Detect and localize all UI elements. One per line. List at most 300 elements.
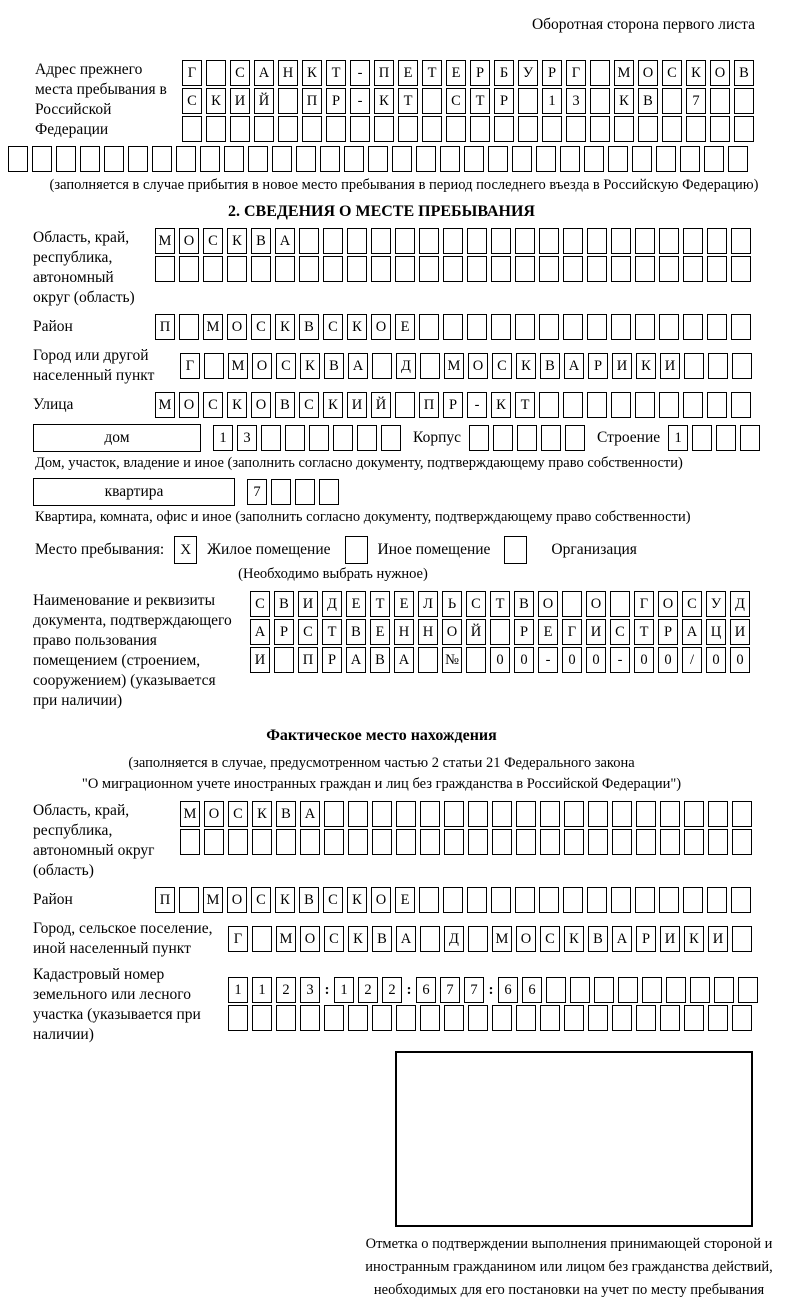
char-cell[interactable]: С <box>251 314 271 340</box>
char-cell[interactable] <box>422 88 442 114</box>
char-cell[interactable] <box>374 116 394 142</box>
char-cell[interactable] <box>707 314 727 340</box>
char-cell[interactable]: 1 <box>228 977 248 1003</box>
char-cell[interactable] <box>515 887 535 913</box>
char-cell[interactable] <box>635 392 655 418</box>
char-cell[interactable]: С <box>228 801 248 827</box>
char-cell[interactable]: Р <box>658 619 678 645</box>
char-cell[interactable] <box>248 146 268 172</box>
char-cell[interactable]: Е <box>370 619 390 645</box>
char-cell[interactable] <box>731 392 751 418</box>
char-cell[interactable] <box>734 88 754 114</box>
char-cell[interactable] <box>419 256 439 282</box>
char-cell[interactable] <box>32 146 52 172</box>
char-cell[interactable] <box>276 1005 296 1031</box>
char-cell[interactable] <box>692 425 712 451</box>
char-cell[interactable]: К <box>227 228 247 254</box>
char-cell[interactable] <box>635 228 655 254</box>
char-cell[interactable]: И <box>660 353 680 379</box>
char-cell[interactable] <box>562 591 582 617</box>
char-cell[interactable]: А <box>396 926 416 952</box>
char-cell[interactable] <box>252 829 272 855</box>
char-cell[interactable]: В <box>299 314 319 340</box>
char-cell[interactable] <box>734 116 754 142</box>
char-cell[interactable] <box>740 425 760 451</box>
char-cell[interactable] <box>707 392 727 418</box>
char-cell[interactable] <box>488 146 508 172</box>
char-cell[interactable] <box>443 228 463 254</box>
char-cell[interactable]: А <box>564 353 584 379</box>
char-cell[interactable]: 2 <box>276 977 296 1003</box>
char-cell[interactable]: К <box>636 353 656 379</box>
char-cell[interactable] <box>642 977 662 1003</box>
char-cell[interactable]: 0 <box>658 647 678 673</box>
char-cell[interactable] <box>512 146 532 172</box>
char-cell[interactable]: Т <box>326 60 346 86</box>
char-cell[interactable] <box>610 591 630 617</box>
char-cell[interactable] <box>590 60 610 86</box>
char-cell[interactable] <box>372 801 392 827</box>
char-cell[interactable] <box>396 1005 416 1031</box>
char-cell[interactable]: А <box>612 926 632 952</box>
char-cell[interactable] <box>659 887 679 913</box>
char-cell[interactable]: М <box>276 926 296 952</box>
char-cell[interactable]: С <box>203 228 223 254</box>
char-cell[interactable]: С <box>251 887 271 913</box>
char-cell[interactable]: В <box>324 353 344 379</box>
char-cell[interactable]: С <box>298 619 318 645</box>
char-cell[interactable]: А <box>346 647 366 673</box>
char-cell[interactable] <box>683 314 703 340</box>
char-cell[interactable]: - <box>467 392 487 418</box>
char-cell[interactable] <box>254 116 274 142</box>
char-cell[interactable] <box>707 256 727 282</box>
char-cell[interactable]: 7 <box>247 479 267 505</box>
char-cell[interactable] <box>516 801 536 827</box>
char-cell[interactable] <box>707 228 727 254</box>
char-cell[interactable]: Р <box>542 60 562 86</box>
char-cell[interactable] <box>683 228 703 254</box>
char-cell[interactable] <box>660 801 680 827</box>
char-cell[interactable] <box>492 829 512 855</box>
char-cell[interactable] <box>564 801 584 827</box>
char-cell[interactable] <box>636 829 656 855</box>
char-cell[interactable] <box>200 146 220 172</box>
char-cell[interactable]: К <box>564 926 584 952</box>
char-cell[interactable] <box>590 116 610 142</box>
char-cell[interactable] <box>517 425 537 451</box>
char-cell[interactable] <box>666 977 686 1003</box>
char-cell[interactable] <box>252 926 272 952</box>
char-cell[interactable] <box>418 647 438 673</box>
char-cell[interactable]: Е <box>446 60 466 86</box>
char-cell[interactable]: С <box>662 60 682 86</box>
char-cell[interactable] <box>588 829 608 855</box>
char-cell[interactable] <box>467 256 487 282</box>
char-cell[interactable]: Р <box>470 60 490 86</box>
char-cell[interactable] <box>419 228 439 254</box>
char-cell[interactable]: 6 <box>498 977 518 1003</box>
char-cell[interactable] <box>632 146 652 172</box>
char-cell[interactable] <box>398 116 418 142</box>
char-cell[interactable]: / <box>682 647 702 673</box>
char-cell[interactable]: О <box>252 353 272 379</box>
char-cell[interactable] <box>468 1005 488 1031</box>
char-cell[interactable] <box>180 829 200 855</box>
char-cell[interactable] <box>302 116 322 142</box>
char-cell[interactable]: 0 <box>562 647 582 673</box>
char-cell[interactable] <box>635 887 655 913</box>
char-cell[interactable]: П <box>298 647 318 673</box>
checkbox-residential[interactable]: X <box>174 536 197 564</box>
char-cell[interactable]: И <box>730 619 750 645</box>
char-cell[interactable] <box>440 146 460 172</box>
char-cell[interactable] <box>296 146 316 172</box>
char-cell[interactable] <box>416 146 436 172</box>
char-cell[interactable] <box>261 425 281 451</box>
char-cell[interactable] <box>80 146 100 172</box>
char-cell[interactable]: И <box>298 591 318 617</box>
char-cell[interactable]: А <box>348 353 368 379</box>
char-cell[interactable] <box>204 829 224 855</box>
char-cell[interactable]: Е <box>394 591 414 617</box>
char-cell[interactable] <box>563 314 583 340</box>
char-cell[interactable]: Т <box>515 392 535 418</box>
char-cell[interactable] <box>684 829 704 855</box>
char-cell[interactable]: Н <box>278 60 298 86</box>
char-cell[interactable] <box>659 256 679 282</box>
char-cell[interactable]: М <box>180 801 200 827</box>
char-cell[interactable] <box>490 619 510 645</box>
char-cell[interactable] <box>176 146 196 172</box>
char-cell[interactable] <box>228 829 248 855</box>
char-cell[interactable] <box>563 887 583 913</box>
char-cell[interactable] <box>494 116 514 142</box>
char-cell[interactable]: И <box>612 353 632 379</box>
char-cell[interactable]: С <box>323 314 343 340</box>
char-cell[interactable] <box>618 977 638 1003</box>
char-cell[interactable]: С <box>203 392 223 418</box>
char-cell[interactable] <box>204 353 224 379</box>
char-cell[interactable]: О <box>586 591 606 617</box>
char-cell[interactable] <box>636 1005 656 1031</box>
char-cell[interactable] <box>587 392 607 418</box>
char-cell[interactable] <box>539 392 559 418</box>
char-cell[interactable] <box>732 353 752 379</box>
char-cell[interactable] <box>732 801 752 827</box>
char-cell[interactable]: Б <box>494 60 514 86</box>
char-cell[interactable] <box>295 479 315 505</box>
char-cell[interactable]: М <box>614 60 634 86</box>
char-cell[interactable] <box>564 829 584 855</box>
char-cell[interactable] <box>515 314 535 340</box>
char-cell[interactable] <box>299 256 319 282</box>
char-cell[interactable]: В <box>372 926 392 952</box>
char-cell[interactable] <box>493 425 513 451</box>
char-cell[interactable]: Л <box>418 591 438 617</box>
char-cell[interactable]: Т <box>490 591 510 617</box>
char-cell[interactable]: И <box>230 88 250 114</box>
char-cell[interactable] <box>272 146 292 172</box>
char-cell[interactable]: П <box>155 887 175 913</box>
char-cell[interactable] <box>372 1005 392 1031</box>
char-cell[interactable] <box>515 228 535 254</box>
char-cell[interactable]: И <box>347 392 367 418</box>
char-cell[interactable]: Р <box>494 88 514 114</box>
char-cell[interactable] <box>371 256 391 282</box>
char-cell[interactable] <box>611 228 631 254</box>
char-cell[interactable]: 0 <box>514 647 534 673</box>
char-cell[interactable] <box>563 392 583 418</box>
char-cell[interactable]: 1 <box>334 977 354 1003</box>
char-cell[interactable]: К <box>347 314 367 340</box>
char-cell[interactable]: К <box>323 392 343 418</box>
char-cell[interactable] <box>230 116 250 142</box>
char-cell[interactable] <box>570 977 590 1003</box>
char-cell[interactable] <box>419 314 439 340</box>
char-cell[interactable] <box>203 256 223 282</box>
char-cell[interactable] <box>443 887 463 913</box>
char-cell[interactable] <box>684 1005 704 1031</box>
char-cell[interactable] <box>518 116 538 142</box>
char-cell[interactable]: С <box>466 591 486 617</box>
char-cell[interactable]: О <box>371 887 391 913</box>
char-cell[interactable] <box>491 228 511 254</box>
char-cell[interactable] <box>420 926 440 952</box>
char-cell[interactable] <box>731 256 751 282</box>
char-cell[interactable]: О <box>468 353 488 379</box>
char-cell[interactable] <box>206 60 226 86</box>
char-cell[interactable] <box>662 116 682 142</box>
char-cell[interactable]: М <box>155 392 175 418</box>
char-cell[interactable] <box>608 146 628 172</box>
char-cell[interactable] <box>590 88 610 114</box>
char-cell[interactable]: Т <box>470 88 490 114</box>
char-cell[interactable] <box>684 801 704 827</box>
char-cell[interactable]: 3 <box>566 88 586 114</box>
char-cell[interactable] <box>560 146 580 172</box>
char-cell[interactable]: 1 <box>252 977 272 1003</box>
char-cell[interactable] <box>539 887 559 913</box>
char-cell[interactable] <box>468 829 488 855</box>
char-cell[interactable]: 1 <box>213 425 233 451</box>
char-cell[interactable]: К <box>686 60 706 86</box>
char-cell[interactable] <box>348 829 368 855</box>
char-cell[interactable]: Д <box>444 926 464 952</box>
char-cell[interactable]: - <box>538 647 558 673</box>
char-cell[interactable] <box>347 256 367 282</box>
char-cell[interactable]: С <box>276 353 296 379</box>
char-cell[interactable]: С <box>323 887 343 913</box>
char-cell[interactable]: 2 <box>382 977 402 1003</box>
char-cell[interactable] <box>104 146 124 172</box>
char-cell[interactable] <box>420 801 440 827</box>
char-cell[interactable] <box>564 1005 584 1031</box>
char-cell[interactable] <box>371 228 391 254</box>
char-cell[interactable] <box>635 314 655 340</box>
char-cell[interactable] <box>662 88 682 114</box>
char-cell[interactable]: А <box>394 647 414 673</box>
char-cell[interactable]: К <box>347 887 367 913</box>
char-cell[interactable]: А <box>254 60 274 86</box>
char-cell[interactable]: Е <box>538 619 558 645</box>
char-cell[interactable] <box>420 353 440 379</box>
char-cell[interactable]: Р <box>322 647 342 673</box>
char-cell[interactable]: 2 <box>358 977 378 1003</box>
char-cell[interactable] <box>710 88 730 114</box>
char-cell[interactable] <box>323 256 343 282</box>
char-cell[interactable] <box>466 647 486 673</box>
char-cell[interactable]: О <box>227 887 247 913</box>
char-cell[interactable]: С <box>610 619 630 645</box>
char-cell[interactable] <box>324 1005 344 1031</box>
char-cell[interactable] <box>319 479 339 505</box>
char-cell[interactable] <box>300 1005 320 1031</box>
char-cell[interactable]: В <box>275 392 295 418</box>
char-cell[interactable]: Г <box>634 591 654 617</box>
char-cell[interactable]: М <box>155 228 175 254</box>
char-cell[interactable]: Р <box>588 353 608 379</box>
char-cell[interactable]: В <box>251 228 271 254</box>
char-cell[interactable] <box>731 887 751 913</box>
char-cell[interactable]: М <box>203 314 223 340</box>
char-cell[interactable] <box>565 425 585 451</box>
char-cell[interactable]: В <box>734 60 754 86</box>
char-cell[interactable]: К <box>684 926 704 952</box>
char-cell[interactable]: П <box>302 88 322 114</box>
char-cell[interactable] <box>587 887 607 913</box>
char-cell[interactable] <box>278 116 298 142</box>
char-cell[interactable] <box>587 228 607 254</box>
char-cell[interactable] <box>350 116 370 142</box>
char-cell[interactable]: А <box>275 228 295 254</box>
char-cell[interactable] <box>492 1005 512 1031</box>
char-cell[interactable] <box>333 425 353 451</box>
char-cell[interactable] <box>516 1005 536 1031</box>
char-cell[interactable] <box>541 425 561 451</box>
char-cell[interactable] <box>468 801 488 827</box>
char-cell[interactable] <box>155 256 175 282</box>
char-cell[interactable]: 7 <box>686 88 706 114</box>
char-cell[interactable] <box>656 146 676 172</box>
char-cell[interactable] <box>684 353 704 379</box>
char-cell[interactable] <box>348 1005 368 1031</box>
char-cell[interactable] <box>659 314 679 340</box>
char-cell[interactable] <box>420 829 440 855</box>
char-cell[interactable] <box>56 146 76 172</box>
char-cell[interactable] <box>515 256 535 282</box>
checkbox-organization[interactable] <box>504 536 527 564</box>
char-cell[interactable]: К <box>275 887 295 913</box>
char-cell[interactable] <box>470 116 490 142</box>
char-cell[interactable] <box>690 977 710 1003</box>
char-cell[interactable] <box>659 392 679 418</box>
char-cell[interactable]: 7 <box>464 977 484 1003</box>
char-cell[interactable] <box>563 256 583 282</box>
char-cell[interactable] <box>738 977 758 1003</box>
char-cell[interactable] <box>612 801 632 827</box>
char-cell[interactable]: Ь <box>442 591 462 617</box>
char-cell[interactable] <box>422 116 442 142</box>
char-cell[interactable] <box>540 829 560 855</box>
char-cell[interactable] <box>612 1005 632 1031</box>
char-cell[interactable]: С <box>182 88 202 114</box>
char-cell[interactable]: Г <box>182 60 202 86</box>
char-cell[interactable]: В <box>370 647 390 673</box>
char-cell[interactable]: Й <box>254 88 274 114</box>
char-cell[interactable]: К <box>374 88 394 114</box>
char-cell[interactable]: Р <box>443 392 463 418</box>
char-cell[interactable] <box>206 116 226 142</box>
char-cell[interactable] <box>444 1005 464 1031</box>
char-cell[interactable] <box>372 829 392 855</box>
char-cell[interactable]: О <box>204 801 224 827</box>
char-cell[interactable] <box>396 829 416 855</box>
char-cell[interactable] <box>611 256 631 282</box>
char-cell[interactable]: И <box>586 619 606 645</box>
char-cell[interactable]: 0 <box>586 647 606 673</box>
char-cell[interactable] <box>491 887 511 913</box>
char-cell[interactable] <box>323 228 343 254</box>
char-cell[interactable] <box>492 801 512 827</box>
char-cell[interactable]: О <box>516 926 536 952</box>
char-cell[interactable]: Н <box>394 619 414 645</box>
char-cell[interactable] <box>588 801 608 827</box>
char-cell[interactable] <box>732 829 752 855</box>
char-cell[interactable]: О <box>179 392 199 418</box>
char-cell[interactable]: О <box>251 392 271 418</box>
char-cell[interactable] <box>660 829 680 855</box>
char-cell[interactable] <box>704 146 724 172</box>
char-cell[interactable] <box>546 977 566 1003</box>
char-cell[interactable] <box>683 256 703 282</box>
char-cell[interactable]: О <box>227 314 247 340</box>
char-cell[interactable] <box>594 977 614 1003</box>
char-cell[interactable] <box>611 392 631 418</box>
char-cell[interactable]: 1 <box>542 88 562 114</box>
char-cell[interactable]: 0 <box>490 647 510 673</box>
char-cell[interactable] <box>252 1005 272 1031</box>
char-cell[interactable]: С <box>299 392 319 418</box>
char-cell[interactable]: В <box>540 353 560 379</box>
char-cell[interactable]: М <box>492 926 512 952</box>
char-cell[interactable] <box>285 425 305 451</box>
char-cell[interactable] <box>395 228 415 254</box>
char-cell[interactable]: Т <box>322 619 342 645</box>
char-cell[interactable] <box>588 1005 608 1031</box>
char-cell[interactable] <box>587 314 607 340</box>
char-cell[interactable]: П <box>155 314 175 340</box>
char-cell[interactable] <box>179 314 199 340</box>
char-cell[interactable] <box>539 256 559 282</box>
char-cell[interactable]: В <box>638 88 658 114</box>
char-cell[interactable]: Г <box>180 353 200 379</box>
char-cell[interactable]: Т <box>634 619 654 645</box>
char-cell[interactable] <box>324 801 344 827</box>
char-cell[interactable] <box>420 1005 440 1031</box>
char-cell[interactable] <box>444 829 464 855</box>
char-cell[interactable] <box>611 314 631 340</box>
char-cell[interactable]: М <box>203 887 223 913</box>
char-cell[interactable]: И <box>708 926 728 952</box>
char-cell[interactable]: К <box>227 392 247 418</box>
char-cell[interactable] <box>516 829 536 855</box>
char-cell[interactable]: К <box>348 926 368 952</box>
char-cell[interactable] <box>563 228 583 254</box>
char-cell[interactable] <box>395 256 415 282</box>
char-cell[interactable] <box>347 228 367 254</box>
char-cell[interactable] <box>278 88 298 114</box>
